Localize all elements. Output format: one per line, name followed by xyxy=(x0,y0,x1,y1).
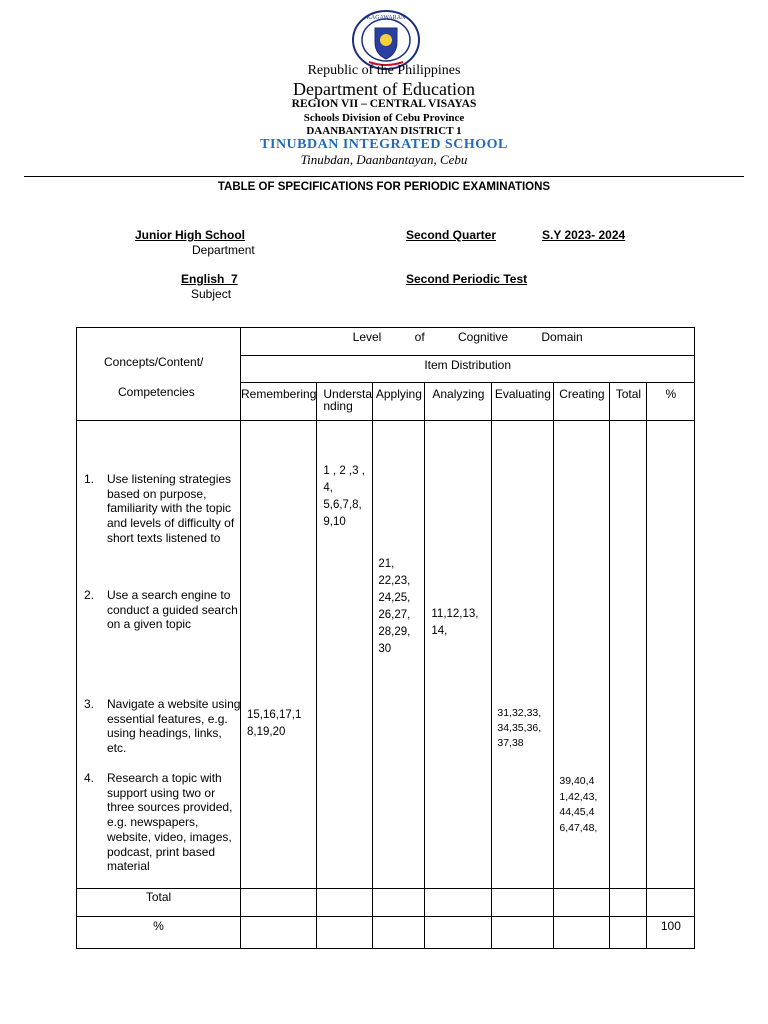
evaluating-items-cell xyxy=(492,421,554,889)
competency-number: 3. xyxy=(84,697,95,711)
competency-text: Navigate a website using essential features, e.g. using headings, links, etc. xyxy=(107,697,241,756)
division-line: Schools Division of Cebu Province xyxy=(303,112,465,124)
region-line: REGION VII – CENTRAL VISAYAS xyxy=(291,98,477,110)
total-items-cell xyxy=(610,421,647,889)
percent-row-label: % xyxy=(77,917,241,949)
understanding-items-cell xyxy=(317,421,373,889)
col-applying: Applying xyxy=(373,383,425,421)
percent-cell xyxy=(317,917,373,949)
percent-cell xyxy=(492,917,554,949)
applying-items-cell xyxy=(373,421,425,889)
document-title: TABLE OF SPECIFICATIONS FOR PERIODIC EXAMINATIONS xyxy=(217,181,551,193)
concepts-header-cell xyxy=(77,328,241,421)
concepts-header-line1: Concepts/Content/ xyxy=(104,355,204,369)
percent-cell xyxy=(373,917,425,949)
total-cell xyxy=(647,889,695,917)
percent-cell xyxy=(610,917,647,949)
total-row-label: Total xyxy=(77,889,241,917)
understanding-items: 1 , 2 ,3 , 4, 5,6,7,8, 9,10 xyxy=(323,465,365,528)
remembering-items: 15,16,17,1 8,19,20 xyxy=(247,709,302,738)
percent-cell xyxy=(241,917,317,949)
deped-seal-logo xyxy=(351,10,421,70)
subject-value: English 7 xyxy=(181,272,238,286)
cognitive-domain-header: Level of Cognitive Domain xyxy=(241,328,695,356)
competency-text: Research a topic with support using two or three sources provided, e.g. newspapers, website, video, images, podcast, print based material xyxy=(107,771,233,874)
col-remembering: Remembering xyxy=(241,383,317,421)
total-cell xyxy=(425,889,492,917)
creating-items-cell xyxy=(554,421,610,889)
analyzing-items-cell xyxy=(425,421,492,889)
competency-number: 4. xyxy=(84,771,95,785)
competency-number: 1. xyxy=(84,472,95,486)
percent-items-cell xyxy=(647,421,695,889)
col-creating: Creating xyxy=(554,383,610,421)
subject-label: Subject xyxy=(191,287,232,301)
quarter-value: Second Quarter xyxy=(406,228,497,242)
total-cell xyxy=(373,889,425,917)
competency-text: Use a search engine to conduct a guided search on a given topic xyxy=(107,588,238,632)
col-total: Total xyxy=(610,383,647,421)
total-cell xyxy=(241,889,317,917)
department-value: Junior High School xyxy=(135,228,245,242)
remembering-items-cell xyxy=(241,421,317,889)
col-understanding: Understa nding xyxy=(317,383,373,421)
svg-text:KAGAWARAN: KAGAWARAN xyxy=(366,15,406,21)
department-line: Department of Education xyxy=(293,79,475,99)
competencies-cell xyxy=(77,421,241,889)
item-distribution-header: Item Distribution xyxy=(241,356,695,383)
analyzing-items: 11,12,13, 14, xyxy=(431,608,479,637)
competency-number: 2. xyxy=(84,588,95,602)
evaluating-items: 31,32,33, 34,35,36, 37,38 xyxy=(497,707,542,749)
header-divider xyxy=(24,176,744,177)
school-name: TINUBDAN INTEGRATED SCHOOL xyxy=(260,137,508,152)
col-percent: % xyxy=(647,383,695,421)
col-evaluating: Evaluating xyxy=(492,383,554,421)
test-name: Second Periodic Test xyxy=(406,272,528,286)
specifications-table xyxy=(76,327,695,949)
percent-cell xyxy=(425,917,492,949)
competency-text: Use listening strategies based on purpose, familiarity with the topic and levels of difficulty of short texts listened to xyxy=(107,472,235,545)
total-cell xyxy=(492,889,554,917)
department-label: Department xyxy=(192,243,255,257)
district-line: DAANBANTAYAN DISTRICT 1 xyxy=(306,125,462,137)
total-cell xyxy=(610,889,647,917)
col-analyzing: Analyzing xyxy=(425,383,492,421)
percent-total-value: 100 xyxy=(647,917,695,949)
school-year-value: S.Y 2023- 2024 xyxy=(542,228,626,242)
total-cell xyxy=(317,889,373,917)
applying-items: 21, 22,23, 24,25, 26,27, 28,29, 30 xyxy=(378,558,411,655)
total-cell xyxy=(554,889,610,917)
republic-line: Republic of the Philippines xyxy=(307,63,461,78)
percent-cell xyxy=(554,917,610,949)
school-address: Tinubdan, Daanbantayan, Cebu xyxy=(300,152,468,167)
creating-items: 39,40,4 1,42,43, 44,45,4 6,47,48, xyxy=(559,775,598,834)
concepts-header-line2: Competencies xyxy=(118,385,195,399)
